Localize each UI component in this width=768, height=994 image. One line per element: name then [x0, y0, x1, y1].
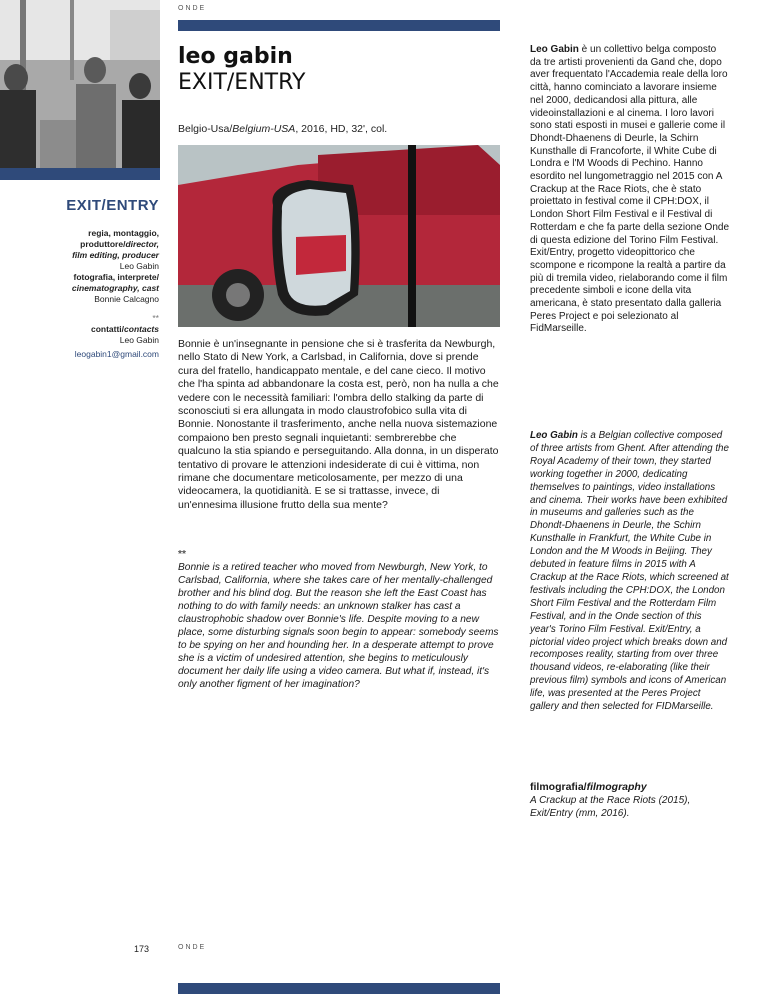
- header-accent-bar: [178, 20, 500, 31]
- credits-separator: **: [152, 313, 159, 323]
- filmography-list: A Crackup at the Race Riots (2015), Exit/Entry (mm, 2016).: [530, 795, 691, 819]
- film-meta: Belgio-Usa/Belgium-USA, 2016, HD, 32', col.: [178, 123, 388, 135]
- credit-role: fotografia, interprete/: [73, 272, 159, 282]
- footer-accent-bar: [178, 983, 500, 994]
- artist-photo: [0, 0, 160, 168]
- credit-role: regia, montaggio,: [88, 228, 159, 238]
- sidebar-title: EXIT/ENTRY: [66, 197, 159, 214]
- section-label: ONDE: [178, 5, 207, 12]
- credits: [9, 228, 159, 360]
- synopsis-english: ** Bonnie is a retired teacher who moved from Newburgh, New York, to Carlsbad, California, where she takes care of her mentally-challenged brother and his blind dog. But the reason she left the East Coast has nothing to do with family needs: an unknown stalker has cast a claustrophobic shadow over Bonnie's life. Despite moving to a new place, some disturbing signals soon begin to appear: somebody seems to be spying on her and hounding her. In a desperate attempt to prove she is a victim of undesired attention, she begins to meticulously document her daily life using a video camera. But what if, instead, it's only another figment of her imagination?: [178, 549, 499, 690]
- credit-value: Leo Gabin: [119, 261, 159, 271]
- synopsis-separator: **: [178, 549, 186, 560]
- bio-italian: Leo Gabin è un collettivo belga composto da tre artisti provenienti da Gand che, dopo aver frequentato l'Accademia reale della loro città, hanno cominciato a lavorare insieme nel 2000, dedicandosi alla pittura, alle videoinstallazioni e al cinema. I loro lavori sono stati esposti in musei e gallerie come il Dhondt-Dhaenens di Deurle, la Schirn Kunsthalle di Francoforte, il White Cube di Londra e l'M Woods di Pechino. Hanno esordito nel lungometraggio nel 2015 con A Crackup at the Race Riots, che è stato proiettato in festival come il CPH:DOX, il London Short Film Festival e il Festival di Rotterdam e che fa parte della sezione Onde di questa edizione del Torino Film Festival. Exit/Entry, progetto videopittorico che scompone e ricompone la realtà a partire da più di tremila video, rielaborando come il film precedente simboli e icone della vita americana, è stato presentato dalla galleria Peres Project e poi selezionato al FidMarseille.: [530, 44, 730, 335]
- film-still: [178, 145, 500, 327]
- film-title: EXIT/ENTRY: [178, 70, 306, 95]
- contact-email-link[interactable]: leogabin1@gmail.com: [74, 349, 159, 359]
- page-number: 173: [134, 944, 150, 954]
- footer-section-label: ONDE: [178, 944, 207, 951]
- contact-name: Leo Gabin: [119, 335, 159, 345]
- contact-label: contatti/contacts: [90, 324, 159, 334]
- credit-value: Bonnie Calcagno: [94, 294, 159, 304]
- bio-english: Leo Gabin is a Belgian collective composed of three artists from Ghent. After attending the Royal Academy of their town, they started working together in 2000, dedicating themselves to paintings, video installations and cinema. Their works have been exhibited in museums and galleries such as the Dhondt-Dhaenens in Deurle, the Schirn Kunsthalle in Frankfurt, the White Cube in London and the M Woods in Beijing. They debuted in feature films in 2015 with A Crackup at the Race Riots, which screened at festivals including the CPH:DOX, the London Short Film Festival and the Rotterdam Film Festival, and in the Onde section of this year's Torino Film Festival. Exit/Entry, a pictorial video project which breaks down and recomposes reality, starting from over three thousand videos, re-elaborating (like their previous film) symbols and icons of American life, was presented at the Peres Project gallery and then selected for FIDMarseille.: [530, 430, 729, 713]
- credit-role: film editing, producer: [72, 250, 159, 260]
- synopsis-italian: Bonnie è un'insegnante in pensione che si è trasferita da Newburgh, nello Stato di New York, a Carlsbad, in California, dove si prende cura del fratello, handicappato mentale, e del cane cieco. Il motivo che l'ha spinta ad abbandonare la costa est, però, non ha nulla a che vedere con le necessità familiari: l'ombra dello stalking da parte di sconosciuti si era allungata in modo claustrofobico sulla vita di Bonnie. Nonostante il trasferimento, anche nella nuova sistemazione compaiono ben presto segnali inquietanti: sembrerebbe che qualcuno la stia spiando e perseguitando. Alla donna, in un disperato tentativo di provare le attenzioni indesiderate di cui è vittima, non rimane che documentare meticolosamente, per mezzo di una videocamera, la quotidianità. E se si trattasse, invece, di un'ennesima illusione frutto della sua mente?: [178, 338, 499, 511]
- filmography-heading: filmografia/filmography: [530, 781, 647, 793]
- credit-role: produttore/director,: [80, 239, 159, 249]
- credit-role: cinematography, cast: [71, 283, 159, 293]
- artist-name: leo gabin: [178, 44, 293, 69]
- photo-accent-bar: [0, 168, 160, 180]
